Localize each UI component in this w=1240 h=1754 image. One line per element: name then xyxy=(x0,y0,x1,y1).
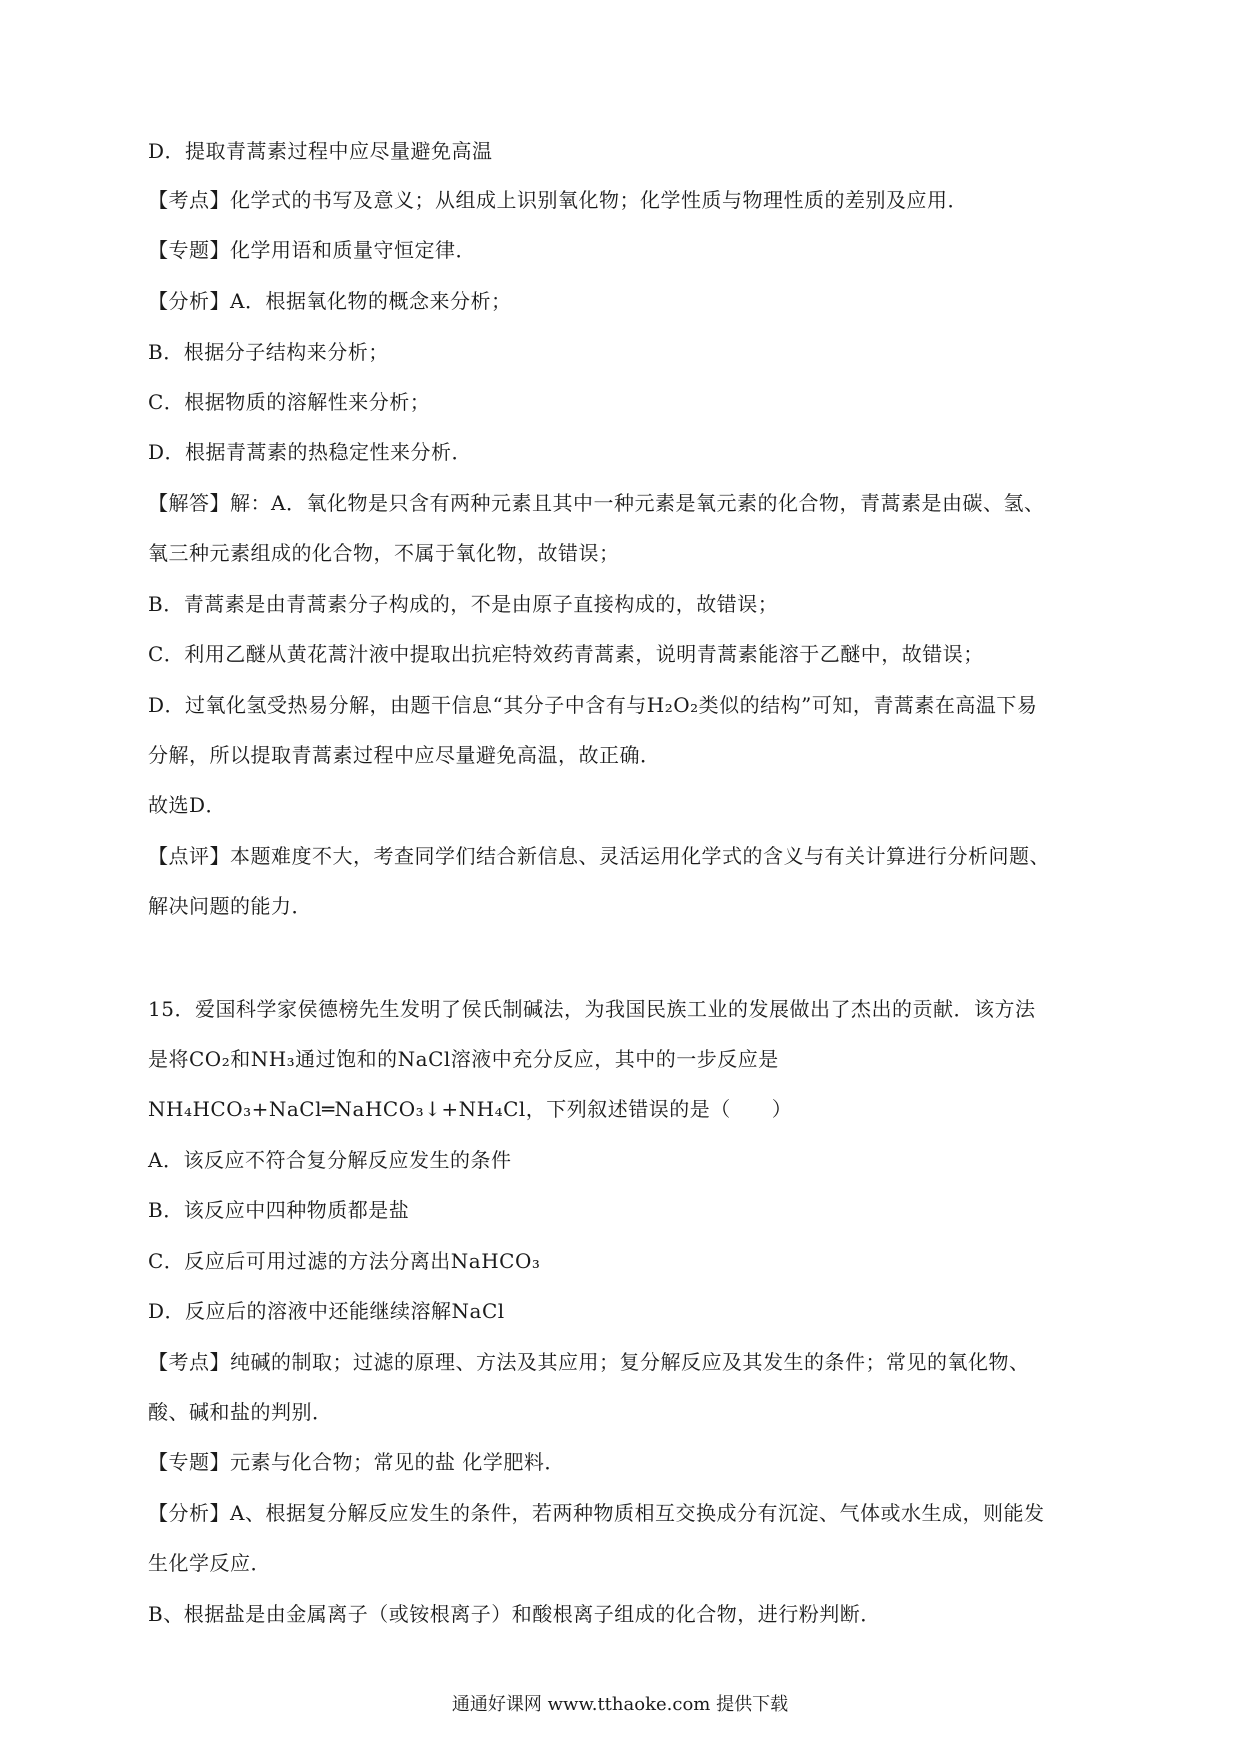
text-line: 【解答】解：A．氧化物是只含有两种元素且其中一种元素是氧元素的化合物，青蒿素是由碳、氢、 xyxy=(148,491,1045,515)
option-c: C．反应后可用过滤的方法分离出NaHCO₃ xyxy=(148,1249,541,1273)
page-footer: 通通好课网 www.tthaoke.com 提供下载 xyxy=(451,1694,789,1715)
text-line: 【考点】化学式的书写及意义；从组成上识别氧化物；化学性质与物理性质的差别及应用． xyxy=(148,188,968,212)
text-line: 【点评】本题难度不大，考查同学们结合新信息、灵活运用化学式的含义与有关计算进行分析问题、 xyxy=(148,844,1050,868)
text-line: B．青蒿素是由青蒿素分子构成的，不是由原子直接构成的，故错误； xyxy=(148,592,779,616)
text-line: 分解，所以提取青蒿素过程中应尽量避免高温，故正确． xyxy=(148,743,661,767)
text-line: 【考点】纯碱的制取；过滤的原理、方法及其应用；复分解反应及其发生的条件；常见的氧化物、 xyxy=(148,1350,1030,1374)
text-line: 【分析】A、根据复分解反应发生的条件，若两种物质相互交换成分有沉淀、气体或水生成，则能发 xyxy=(148,1501,1045,1525)
text-line: 生化学反应． xyxy=(148,1551,271,1575)
reaction-equation: NH₄HCO₃+NaCl═NaHCO₃↓+NH₄Cl，下列叙述错误的是（ ） xyxy=(148,1097,793,1121)
text-line: 【分析】A．根据氧化物的概念来分析； xyxy=(148,289,512,313)
text-line: D．提取青蒿素过程中应尽量避免高温 xyxy=(148,139,493,163)
text-line: D．根据青蒿素的热稳定性来分析． xyxy=(148,440,473,464)
text-line: C．根据物质的溶解性来分析； xyxy=(148,390,431,414)
text-line: 氧三种元素组成的化合物，不属于氧化物，故错误； xyxy=(148,541,620,565)
text-line: 【专题】化学用语和质量守恒定律． xyxy=(148,238,476,262)
text-line: 故选D． xyxy=(148,793,227,817)
text-line: 酸、碱和盐的判别． xyxy=(148,1400,333,1424)
option-d: D．反应后的溶液中还能继续溶解NaCl xyxy=(148,1299,505,1323)
question-15-stem: 15．爱国科学家侯德榜先生发明了侯氏制碱法，为我国民族工业的发展做出了杰出的贡献．该方法 xyxy=(148,997,1036,1021)
option-b: B．该反应中四种物质都是盐 xyxy=(148,1198,410,1222)
text-line: B、根据盐是由金属离子（或铵根离子）和酸根离子组成的化合物，进行粉判断． xyxy=(148,1602,881,1626)
option-a: A．该反应不符合复分解反应发生的条件 xyxy=(148,1148,512,1172)
text-line: 解决问题的能力． xyxy=(148,894,312,918)
text-line: 是将CO₂和NH₃通过饱和的NaCl溶液中充分反应，其中的一步反应是 xyxy=(148,1047,779,1071)
text-line: D．过氧化氢受热易分解，由题干信息“其分子中含有与H₂O₂类似的结构”可知，青蒿素在高温下易 xyxy=(148,693,1038,717)
text-line: 【专题】元素与化合物；常见的盐 化学肥料． xyxy=(148,1450,565,1474)
text-line: C．利用乙醚从黄花蒿汁液中提取出抗疟特效药青蒿素，说明青蒿素能溶于乙醚中，故错误； xyxy=(148,642,984,666)
text-line: B．根据分子结构来分析； xyxy=(148,340,389,364)
